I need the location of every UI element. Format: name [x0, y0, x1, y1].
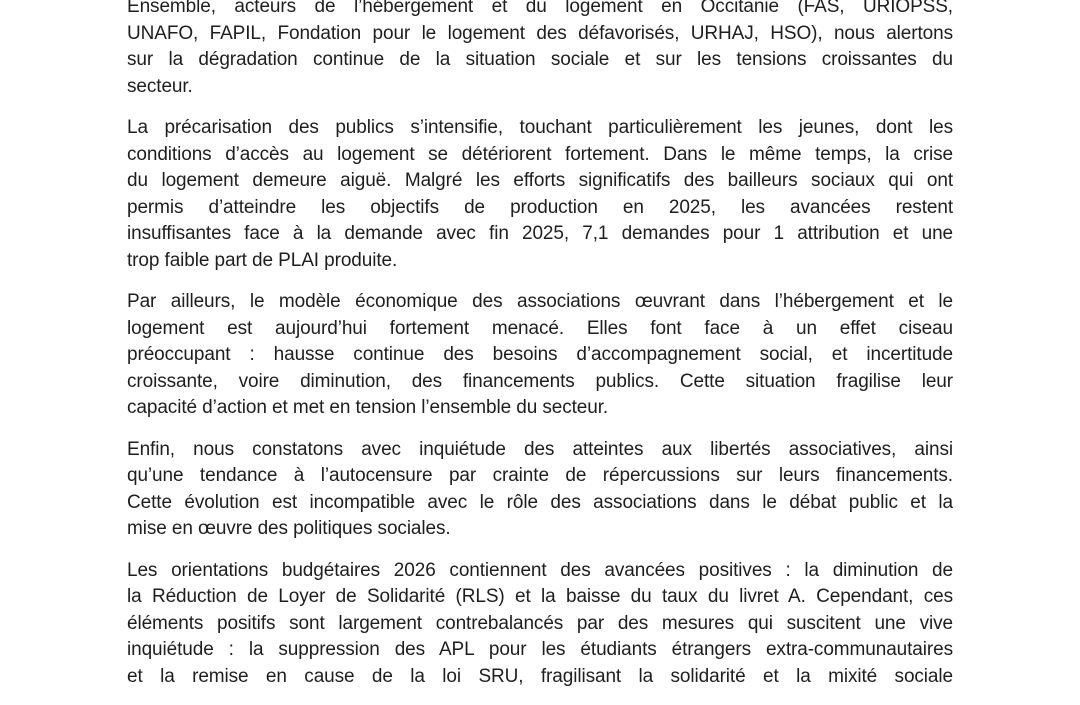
text-line: inquiétude : la suppression des APL pour les étudiants étrangers extra-communautaires	[127, 639, 953, 660]
text-line: Enfin, nous constatons avec inquiétude des atteintes aux libertés associatives, ainsi	[127, 438, 953, 460]
text-line: qu’une tendance à l’autocensure par crainte de répercussions sur leurs financements.	[127, 465, 953, 486]
text-line: Cette évolution est incompatible avec le rôle des associations dans le débat public et la	[127, 491, 953, 513]
text-line: permis d’atteindre les objectifs de production en 2025, les avancées restent	[127, 196, 953, 218]
text-line: UNAFO, FAPIL, Fondation pour le logement des défavorisés, URHAJ, HSO), nous alertons	[127, 22, 953, 44]
text-line: Les orientations budgétaires 2026 contiennent des avancées positives : la diminution de	[127, 559, 953, 581]
paragraph	[127, 0, 953, 100]
paragraph	[127, 437, 953, 543]
text-line: la Réduction de Loyer de Solidarité (RLS) et la baisse du taux du livret A. Cependant, ces	[127, 586, 953, 607]
text-line: éléments positifs sont largement contrebalancés par des mesures qui suscitent une vive	[127, 612, 953, 634]
text-line: capacité d’action et met en tension l’ensemble du secteur.	[127, 397, 609, 418]
text-line: Par ailleurs, le modèle économique des associations œuvrant dans l’hébergement et le	[127, 291, 953, 312]
text-line: du logement demeure aiguë. Malgré les efforts significatifs des bailleurs sociaux qui ont	[127, 170, 953, 191]
paragraph	[127, 289, 953, 422]
text-line: préoccupant : hausse continue des besoins d’accompagnement social, et incertitude	[127, 344, 953, 365]
text-line: secteur.	[127, 75, 193, 97]
text-column	[127, 0, 953, 705]
text-line: et la remise en cause de la loi SRU, fragilisant la solidarité et la mixité sociale	[127, 665, 953, 687]
paragraph	[127, 558, 953, 691]
text-line: trop faible part de PLAI produite.	[127, 249, 398, 271]
text-line: conditions d’accès au logement se détériorent fortement. Dans le même temps, la crise	[127, 143, 953, 165]
paragraph	[127, 115, 953, 274]
text-line: sur la dégradation continue de la situation sociale et sur les tensions croissantes du	[127, 49, 953, 70]
text-line: croissante, voire diminution, des financements publics. Cette situation fragilise leur	[127, 370, 953, 392]
text-line: mise en œuvre des politiques sociales.	[127, 518, 451, 539]
text-line: logement est aujourd’hui fortement menacé. Elles font face à un effet ciseau	[127, 317, 953, 339]
text-line: insuffisantes face à la demande avec fin 2025, 7,1 demandes pour 1 attribution et une	[127, 223, 953, 244]
text-line: Ensemble, acteurs de l’hébergement et du logement en Occitanie (FAS, URIOPSS,	[127, 0, 953, 17]
text-line: La précarisation des publics s’intensifie, touchant particulièrement les jeunes, dont les	[127, 117, 953, 138]
